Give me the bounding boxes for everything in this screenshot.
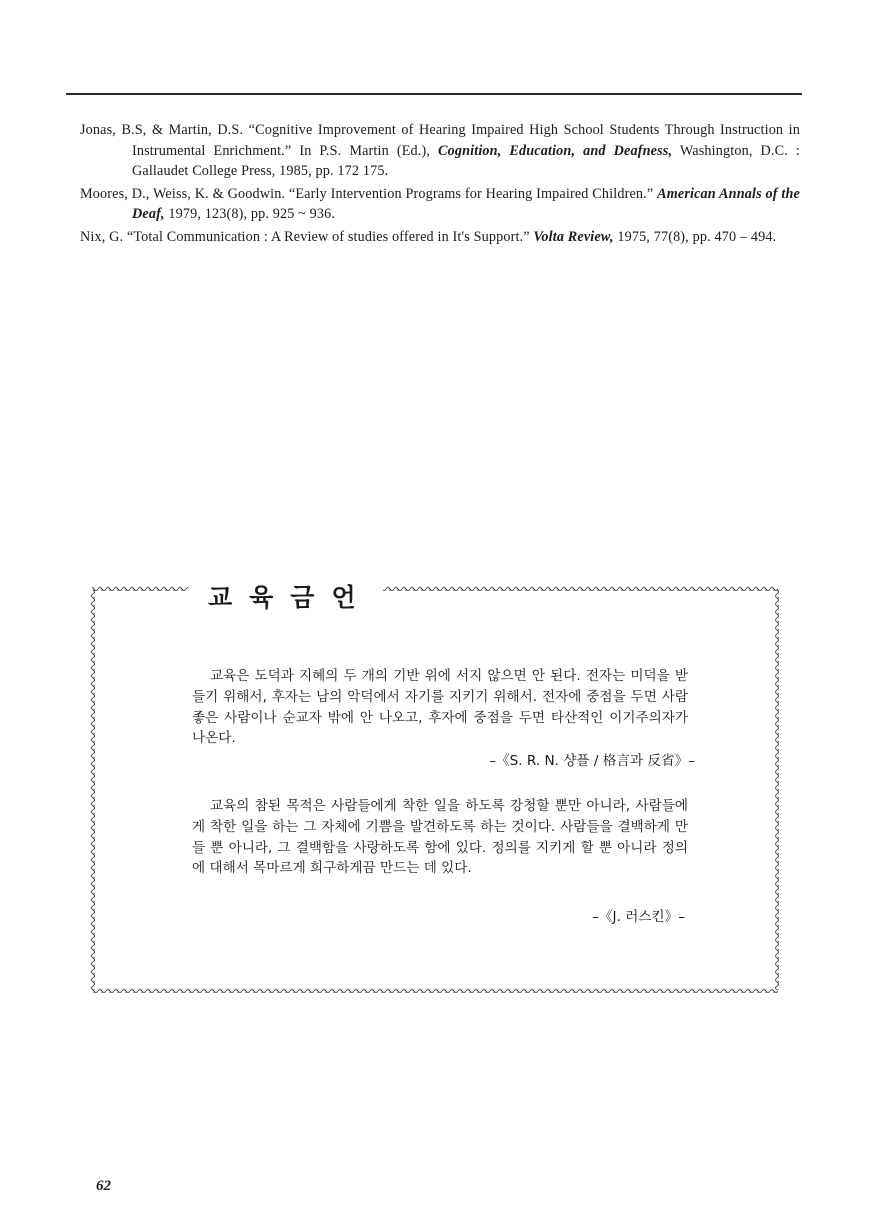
maxim-text: 교육은 도덕과 지혜의 두 개의 기반 위에 서지 않으면 안 된다. 전자는 미덕을 받들기 위해서, 후자는 남의 악덕에서 자기를 지키기 위해서. 전자에 중점을 두면 사람좋은 사람이나 순교자 밖에 안 나오고, 후자에 중점을 두면 타산적인 이기주의자가 나온다. bbox=[192, 668, 688, 747]
reference-title: Cognition, Education, and Deafness, bbox=[438, 142, 673, 159]
maxim-attribution: –《J. 러스킨》– bbox=[592, 909, 685, 925]
page-number: 62 bbox=[96, 1178, 111, 1194]
maxim-text: 교육의 참된 목적은 사람들에게 착한 일을 하도록 강청할 뿐만 아니라, 사람들에게 착한 일을 하는 그 자체에 기쁨을 발견하도록 하는 것이다. 사람들을 결백하게 만들 뿐 아니라, 그 결백함을 사랑하도록 함에 있다. 정의를 지키게 할 뿐 아니라 정의에 대해서 목마르게 희구하게끔 만드는 데 있다. bbox=[192, 798, 688, 877]
reference-item: Jonas, B.S, & Martin, D.S. “Cognitive Improvement of Hearing Impaired High School Students Through Instruction in Instrumental Enrichment.” In P.S. Martin (Ed.), Cognition, Education, and Deafness, Washington, D.C. : Gallaudet College Press, 1985, pp. 172 175. bbox=[80, 122, 800, 179]
reference-title: American Annals of the Deaf, bbox=[132, 185, 800, 222]
education-maxims-box bbox=[90, 583, 780, 994]
top-rule bbox=[66, 93, 802, 95]
reference-item: Moores, D., Weiss, K. & Goodwin. “Early Intervention Programs for Hearing Impaired Children.” American Annals of the Deaf, 1979, 123(8), pp. 925 ~ 936. bbox=[80, 185, 800, 222]
maxim-attribution: –《S. R. N. 샹플 / 格言과 反省》– bbox=[489, 753, 695, 769]
ornamental-border bbox=[90, 586, 780, 994]
reference-item: Nix, G. “Total Communication : A Review of studies offered in It's Support.” Volta Review, 1975, 77(8), pp. 470 – 494. bbox=[80, 228, 777, 245]
box-title: 교육금언 bbox=[198, 578, 383, 614]
reference-list bbox=[80, 120, 800, 249]
reference-title: Volta Review, bbox=[533, 228, 614, 245]
